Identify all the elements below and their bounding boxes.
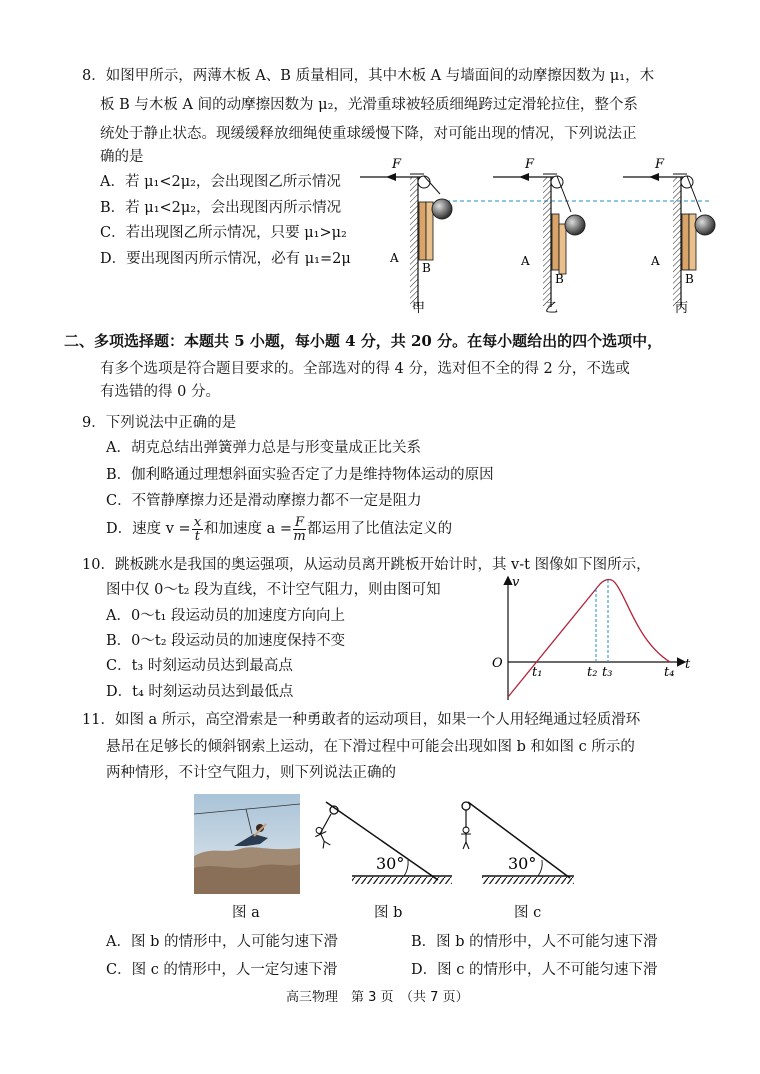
q9-stem: 9．下列说法中正确的是 <box>82 415 237 431</box>
q8-pulley-figure <box>358 152 720 314</box>
acceleration-fraction: $\frac{F}{m}$ <box>293 514 306 544</box>
page-footer: 高三物理 第 3 页 （共 7 页） <box>286 990 469 1005</box>
force-label: F <box>392 157 402 172</box>
figure-bing <box>623 157 715 314</box>
caption-jia: 甲 <box>412 301 426 314</box>
board-b-label: B <box>555 272 564 286</box>
t3-label: t₃ <box>602 665 613 680</box>
zipline-figure-c <box>452 798 576 890</box>
t1-label: t₁ <box>532 665 543 680</box>
caption-c: 图 c <box>514 905 542 921</box>
zipline-figure-b <box>306 798 456 890</box>
q11-stem-line: 两种情形，不计空气阻力，则下列说法正确的 <box>106 765 396 781</box>
q10-stem-line: 图中仅 0～t₂ 段为直线，不计空气阻力，则由图可知 <box>106 582 441 598</box>
q8-stem-line: 板 B 与木板 A 间的动摩擦因数为 μ₂，光滑重球被轻质细绳跨过定滑轮拉住，整个系 <box>100 97 638 113</box>
caption-b: 图 b <box>374 905 403 921</box>
board-a-label: A <box>390 251 399 265</box>
caption-a: 图 a <box>232 905 260 921</box>
q9-option-a[interactable]: A．胡克总结出弹簧弹力总是与形变量成正比关系 <box>106 440 421 456</box>
section2-line: 有多个选项是符合题目要求的。全部选对的得 4 分，选对但不全的得 2 分，不选或 <box>100 361 630 377</box>
board-b-label: B <box>685 272 694 286</box>
q11-option-a[interactable]: A．图 b 的情形中，人可能匀速下滑 <box>106 934 338 950</box>
angle-label: 30° <box>508 854 537 873</box>
q10-option-b[interactable]: B．0～t₂ 段运动员的加速度保持不变 <box>106 633 346 649</box>
t2-label: t₂ <box>587 665 598 680</box>
force-label: F <box>525 157 535 172</box>
q9-option-b[interactable]: B．伽利略通过理想斜面实验否定了力是维持物体运动的原因 <box>106 467 494 483</box>
q11-stem-line: 悬吊在足够长的倾斜钢索上运动，在下滑过程中可能会出现如图 b 和如图 c 所示的 <box>106 739 635 755</box>
q9-d-suffix: 都运用了比值法定义的 <box>307 521 453 537</box>
t4-label: t₄ <box>664 665 675 680</box>
q8-option-c[interactable]: C．若出现图乙所示情况，只要 μ₁>μ₂ <box>100 225 347 241</box>
vt-graph <box>488 572 698 704</box>
q10-option-d[interactable]: D．t₄ 时刻运动员达到最低点 <box>106 684 294 700</box>
board-b-label: B <box>422 261 431 275</box>
figure-yi <box>493 157 585 314</box>
q11-option-b[interactable]: B．图 b 的情形中，人不可能匀速下滑 <box>411 934 658 950</box>
v-axis-label: v <box>512 575 520 590</box>
section2-heading: 二、多项选择题：本题共 5 小题，每小题 4 分，共 20 分。在每小题给出的四个选项中， <box>64 332 663 350</box>
q11-option-d[interactable]: D．图 c 的情形中，人不可能匀速下滑 <box>411 962 658 978</box>
velocity-fraction: $\frac{x}{t}$ <box>193 514 202 544</box>
q8-stem-line: 8．如图甲所示，两薄木板 A、B 质量相同，其中木板 A 与墙面间的动摩擦因数为 μ₁，木 <box>82 68 655 84</box>
caption-yi: 乙 <box>545 301 559 314</box>
board-a-label: A <box>521 254 530 268</box>
figure-jia <box>360 157 452 314</box>
zipline-photo <box>194 794 300 894</box>
force-label: F <box>655 157 665 172</box>
board-a-label: A <box>651 254 660 268</box>
q9-option-d[interactable] <box>106 514 452 544</box>
q9-option-c[interactable]: C．不管静摩擦力还是滑动摩擦力都不一定是阻力 <box>106 493 422 509</box>
q9-d-mid: 和加速度 a = <box>204 521 293 537</box>
q10-stem-line: 10．跳板跳水是我国的奥运强项，从运动员离开跳板开始计时，其 v-t 图像如下图所示， <box>82 557 651 573</box>
caption-bing: 丙 <box>675 301 689 314</box>
q11-stem-line: 11．如图 a 所示，高空滑索是一种勇敢者的运动项目，如果一个人用轻绳通过轻质滑环 <box>82 712 641 728</box>
q8-option-b[interactable]: B．若 μ₁<2μ₂，会出现图丙所示情况 <box>100 200 342 216</box>
q8-option-a[interactable]: A．若 μ₁<2μ₂，会出现图乙所示情况 <box>100 174 341 190</box>
q9-d-prefix: D．速度 v = <box>106 521 191 537</box>
origin-label: O <box>492 656 503 671</box>
q8-stem-line: 统处于静止状态。现缓缓释放细绳使重球缓慢下降，对可能出现的情况，下列说法正 <box>100 126 637 142</box>
t-axis-label: t <box>685 657 691 672</box>
q11-option-c[interactable]: C．图 c 的情形中，人一定匀速下滑 <box>106 962 338 978</box>
q8-option-d[interactable]: D．要出现图丙所示情况，必有 μ₁=2μ <box>100 251 351 267</box>
q8-stem-line: 确的是 <box>100 149 144 165</box>
q10-option-a[interactable]: A．0～t₁ 段运动员的加速度方向向上 <box>106 608 345 624</box>
q10-option-c[interactable]: C．t₃ 时刻运动员达到最高点 <box>106 658 293 674</box>
section2-line: 有选错的得 0 分。 <box>100 384 220 400</box>
angle-label: 30° <box>376 854 405 873</box>
person-icon <box>461 827 471 849</box>
